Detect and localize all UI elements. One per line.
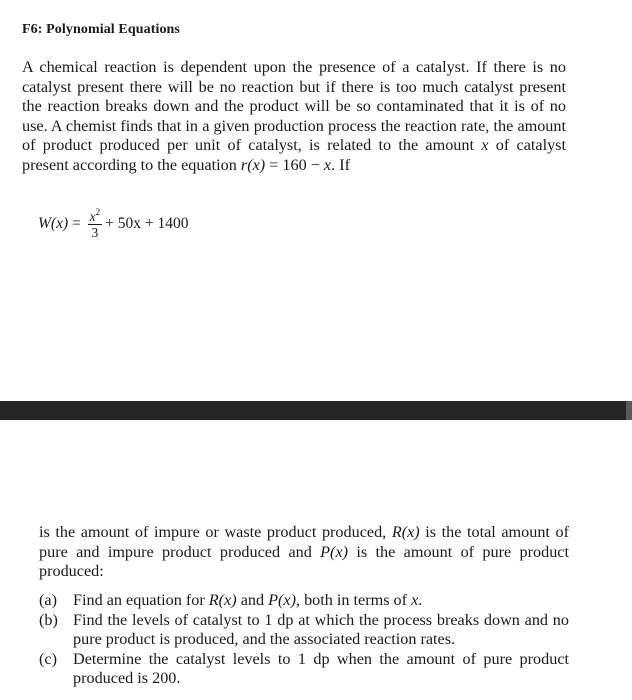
part-a (39, 591, 569, 611)
rate-equation: = 160 − (265, 155, 324, 174)
part-a-R: R(x) (208, 591, 237, 609)
var-x: x (481, 136, 489, 155)
fraction-denominator: 3 (91, 224, 99, 240)
divider-band (0, 401, 632, 420)
part-c-label: (c) (39, 649, 57, 668)
part-b-text: Find the levels of catalyst to 1 dp at which the process breaks down and no pure product is produced, and the associated reaction rates. (73, 610, 569, 649)
formula-rest: + 50x + 1400 (105, 215, 189, 232)
cont-text-3: is the amount of pure product produced: (39, 542, 569, 581)
pure-function: P(x) (320, 542, 349, 561)
part-a-label: (a) (39, 591, 57, 609)
waste-formula (38, 202, 188, 246)
part-a-t3: , both in terms of (295, 591, 412, 609)
divider-band-edge (626, 401, 632, 420)
formula-lhs: W(x) (38, 215, 69, 232)
part-b (39, 611, 569, 650)
part-a-t4: . (418, 591, 423, 609)
part-c-text: Determine the catalyst levels to 1 dp when the amount of pure product produced is 200. (73, 649, 569, 688)
formula-fraction (88, 206, 103, 240)
intro-text-2: of catalyst present according to the equation (22, 136, 566, 174)
intro-text: A chemical reaction is dependent upon the presence of a catalyst. If there is no catalyst present there will be no reaction but if there is too much catalyst present the reaction breaks down and the product will be so contaminated that it is of no use. A chemist finds that in a given production process the reaction rate, the amount of product produced per unit of catalyst, is related to the amount (22, 58, 566, 155)
intro-tail: . If (331, 155, 350, 174)
cont-text-2: is the total amount of pure and impure product produced and (39, 523, 569, 561)
numerator-base: x (89, 208, 96, 224)
part-a-t1: Find an equation for (73, 591, 209, 609)
numerator-exponent: 2 (95, 206, 101, 217)
rate-function: r(x) (240, 155, 266, 174)
part-a-x: x (411, 591, 419, 609)
part-a-text (73, 591, 569, 611)
part-b-label: (b) (39, 610, 58, 629)
fraction-numerator (88, 206, 103, 225)
question-parts (39, 591, 569, 689)
total-function: R(x) (391, 523, 420, 541)
part-a-P: P(x) (268, 591, 296, 609)
formula-equals: = (68, 215, 85, 232)
section-heading: F6: Polynomial Equations (22, 22, 180, 37)
part-a-t2: and (236, 591, 269, 609)
continuation-paragraph (39, 523, 569, 582)
cont-text-1: is the amount of impure or waste product produced, (39, 523, 392, 541)
intro-paragraph (22, 58, 566, 176)
rate-var: x (323, 155, 332, 174)
part-c (39, 650, 569, 689)
